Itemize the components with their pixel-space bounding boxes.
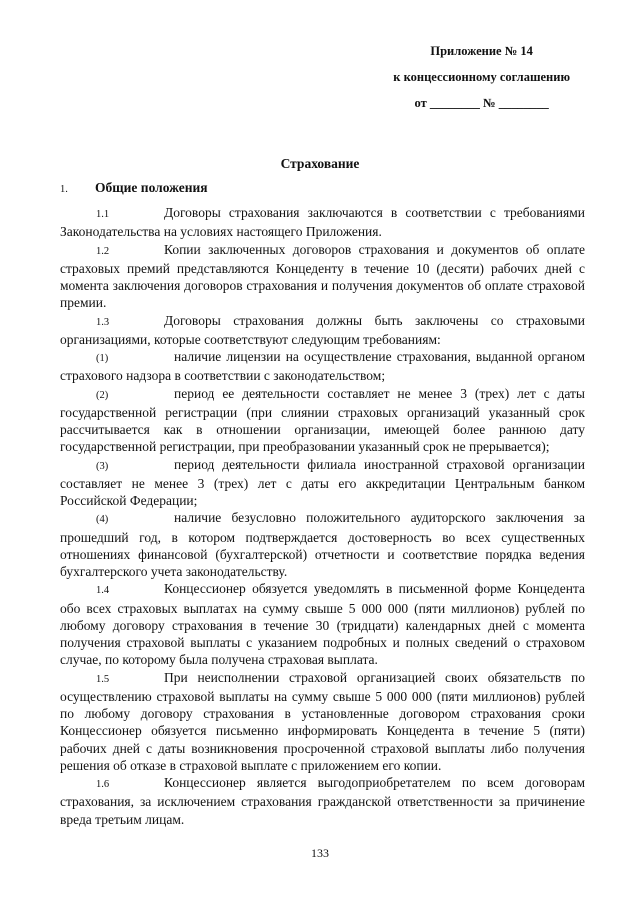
paragraph-text: Концессионер обязуется уведомлять в письменной форме Концедента обо всех страховых выплатах на сумму свыше 5 000 000 (пяти миллионов) рублей по любому договору страхования в течение 30 (тридцати) календарных дней с момента получения страховой выплаты с указанием подробных и полных сведений о страховом случае, по которому была получена страховая выплата.: [60, 581, 585, 668]
section-title: Общие положения: [95, 180, 208, 195]
paragraph-text: Договоры страхования должны быть заключены со страховыми организациями, которые соответствуют следующим требованиям:: [60, 312, 585, 347]
paragraph-number: 1.1: [96, 209, 110, 220]
paragraph-number: 1.2: [96, 245, 110, 257]
section-number: 1.: [60, 184, 68, 195]
list-item-number: (1): [96, 353, 109, 364]
paragraph-text: При неисполнении страховой организацией своих обязательств по осуществлению страховой выплаты на сумму свыше 5 000 000 (пяти миллионов) рублей по любому договору страхования в установленные договором страхования сроки Концессионер обязуется письменно информировать Концедента в течение 5 (пяти) рабочих дней с даты возникновения просроченной страховой выплаты либо получения решения об отказе в страховой выплате с приложением его копии.: [60, 669, 585, 773]
paragraph-number: 1.5: [96, 673, 110, 685]
paragraph-number: 1.6: [96, 779, 110, 790]
appendix-header: [393, 43, 570, 111]
paragraph-number: 1.4: [96, 585, 110, 597]
page-number: 133: [311, 846, 329, 860]
list-item-3: [60, 456, 585, 510]
section-heading: [60, 180, 208, 196]
list-item-text: наличие безусловно положительного аудиторского заключения за прошедший год, в котором подтверждается достоверность во всех существенных отношениях финансовой (бухгалтерской) отчетности и соответствие порядка ведения бухгалтерского учета законодательству.: [60, 510, 585, 579]
document-title: Страхование: [280, 156, 360, 171]
list-item-number: (2): [96, 389, 109, 401]
paragraph-text: Копии заключенных договоров страхования и документов об оплате страховых премий представляются Концеденту в течение 10 (десяти) рабочих дней с момента заключения договоров страхования и получения документов об оплате страховой премии.: [60, 241, 585, 311]
paragraph-text: Концессионер является выгодоприобретателем по всем договорам страхования, за исключением страхования гражданской ответственности за причинение вреда третьим лицам.: [60, 775, 585, 827]
list-item-4: [60, 509, 585, 580]
list-item-2: [60, 385, 585, 456]
paragraph-text: Договоры страхования заключаются в соответствии с требованиями Законодательства на условиях настоящего Приложения.: [60, 205, 585, 240]
list-item-text: период ее деятельности составляет не менее 3 (трех) лет с даты государственной регистрации (при слиянии страховых организаций указанный срок рассчитывается как в отношении организации, имеющей более раннюю дату государственной регистрации, при преобразовании указанный срок не прерывается);: [60, 385, 585, 455]
list-item-number: (4): [96, 514, 109, 526]
paragraph-1-3: [60, 312, 585, 349]
paragraph-1-2: [60, 241, 585, 312]
document-body: [60, 204, 585, 828]
appendix-agreement-ref: к концессионному соглашению: [393, 70, 570, 84]
paragraph-1-5: [60, 669, 585, 775]
paragraph-1-1: [60, 204, 585, 241]
appendix-number: Приложение № 14: [430, 44, 533, 58]
list-item-number: (3): [96, 460, 109, 472]
appendix-date-number: от ________ № ________: [414, 96, 549, 110]
paragraph-1-4: [60, 580, 585, 668]
list-item-text: период деятельности филиала иностранной страховой организации составляет не менее 3 (трех) лет с даты его аккредитации Центральным банком Российской Федерации;: [60, 456, 585, 508]
paragraph-1-6: [60, 774, 585, 828]
paragraph-number: 1.3: [96, 316, 110, 328]
list-item-text: наличие лицензии на осуществление страхования, выданной органом страхового надзора в соответствии с законодательством;: [60, 349, 585, 384]
list-item-1: [60, 348, 585, 385]
